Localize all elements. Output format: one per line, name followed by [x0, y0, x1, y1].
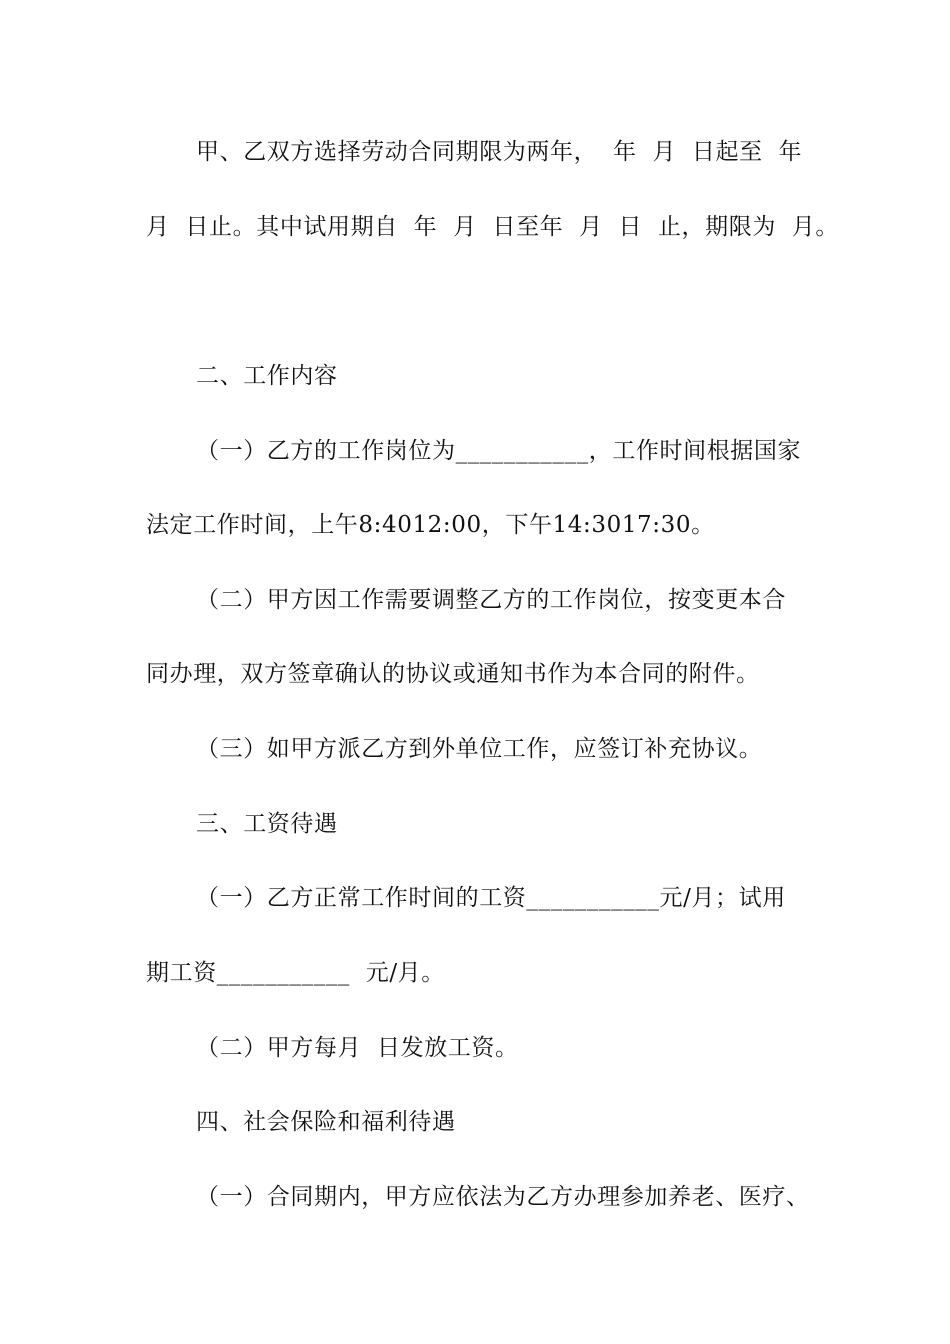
wages-item-2: （二）甲方每月 日发放工资。: [196, 1035, 519, 1061]
section-heading-wages: 三、工资待遇: [196, 811, 338, 837]
work-content-item-2-line-2: 同办理，双方签章确认的协议或通知书作为本合同的附件。: [146, 661, 760, 687]
work-content-item-1-line-1: （一）乙方的工作岗位为___________，工作时间根据国家: [196, 438, 802, 464]
contract-term-line-1: 甲、乙双方选择劳动合同期限为两年， 年 月 日起至 年: [196, 139, 803, 165]
section-heading-social-insurance: 四、社会保险和福利待遇: [196, 1109, 456, 1135]
wages-item-1-line-1: （一）乙方正常工作时间的工资___________元/月；试用: [196, 885, 786, 911]
work-content-item-1-line-2: 法定工作时间，上午8:4012:00，下午14:3017:30。: [146, 512, 715, 538]
wages-item-1-line-2: 期工资___________ 元/月。: [146, 960, 445, 986]
contract-term-line-2: 月 日止。其中试用期自 年 月 日至年 月 日 止，期限为 月。: [146, 214, 839, 240]
section-heading-work-content: 二、工作内容: [196, 363, 338, 389]
social-insurance-item-1: （一）合同期内，甲方应依法为乙方办理参加养老、医疗、: [196, 1184, 810, 1210]
work-content-item-2-line-1: （二）甲方因工作需要调整乙方的工作岗位，按变更本合: [196, 587, 786, 613]
work-content-item-3: （三）如甲方派乙方到外单位工作，应签订补充协议。: [196, 736, 763, 762]
